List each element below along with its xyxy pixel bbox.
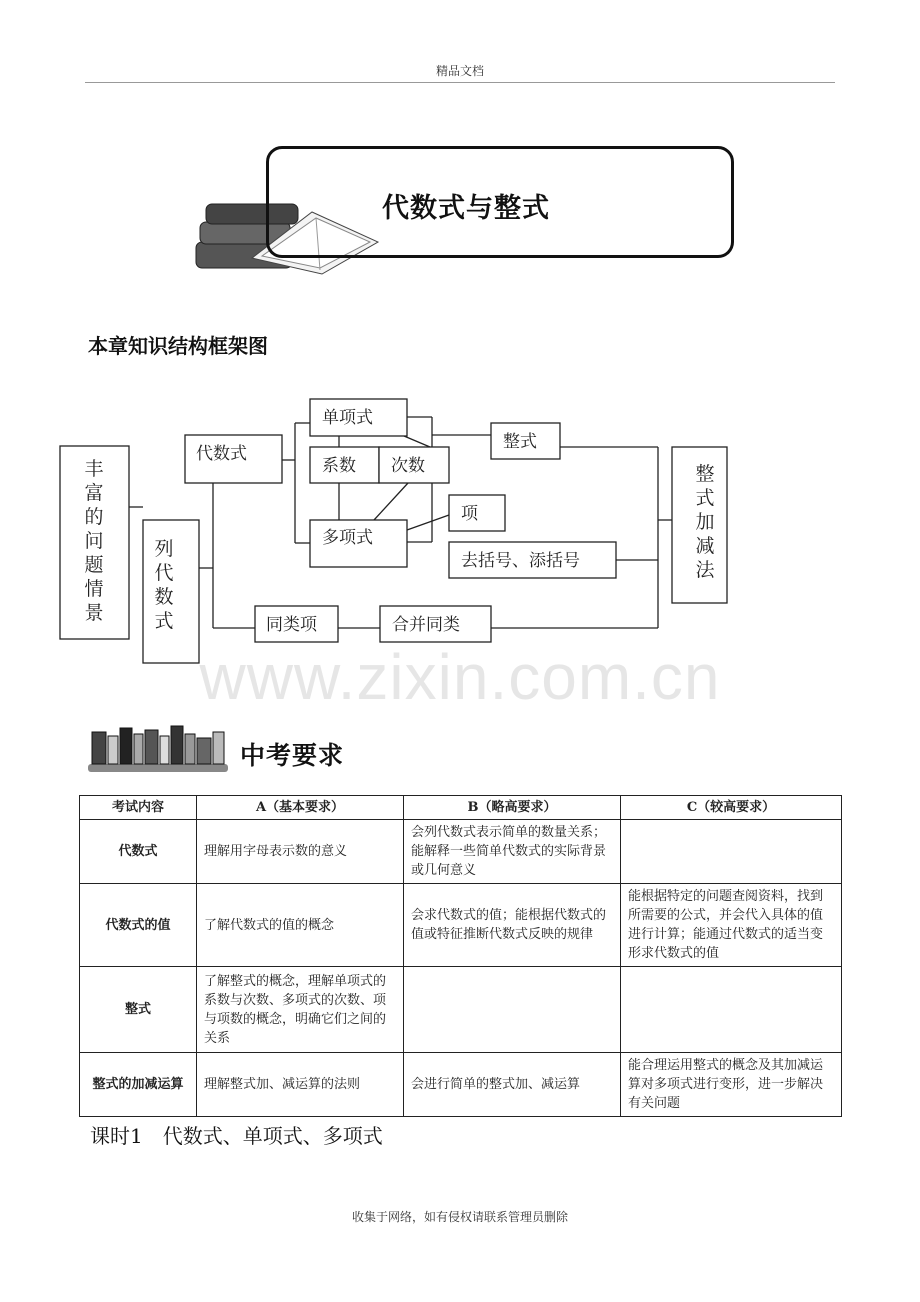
watermark: www.zixin.com.cn bbox=[199, 641, 721, 713]
knowledge-diagram bbox=[0, 380, 920, 680]
diagram-box-problem-context bbox=[60, 446, 129, 639]
table-row bbox=[80, 1053, 842, 1117]
diagram-box-term bbox=[449, 495, 505, 531]
table-row bbox=[80, 820, 842, 884]
table-cell: 理解用字母表示数的意义 bbox=[197, 820, 404, 884]
diagram-box-integral bbox=[491, 423, 560, 459]
diagram-box-algebraic-expression bbox=[185, 435, 282, 483]
table-row-header: 整式 bbox=[80, 967, 197, 1053]
svg-text:去括号、添括号: 去括号、添括号 bbox=[461, 551, 580, 571]
diagram-box-polynomial bbox=[310, 520, 407, 567]
svg-text:整式: 整式 bbox=[503, 432, 537, 452]
svg-text:单项式: 单项式 bbox=[322, 408, 373, 428]
table-header-row bbox=[80, 796, 842, 820]
table-cell: 会进行简单的整式加、减运算 bbox=[404, 1053, 621, 1117]
diagram-box-monomial bbox=[310, 399, 407, 436]
page-header: 精品文档 bbox=[435, 64, 484, 78]
diagram-box-add-sub bbox=[672, 447, 727, 603]
table-header-cell: C（较高要求） bbox=[621, 796, 842, 820]
table-cell: 理解整式加、减运算的法则 bbox=[197, 1053, 404, 1117]
bookshelf-illustration bbox=[88, 722, 230, 774]
table-cell: 会列代数式表示简单的数量关系；能解释一些简单代数式的实际背景或几何意义 bbox=[404, 820, 621, 884]
page-title: 代数式与整式 bbox=[382, 193, 550, 224]
diagram-label-algebraic-expression: 代数式 bbox=[196, 444, 247, 464]
svg-text:整式加减法: 整式加减法 bbox=[695, 463, 715, 581]
table-cell bbox=[621, 820, 842, 884]
table-header-cell: 考试内容 bbox=[80, 796, 197, 820]
table-row bbox=[80, 967, 842, 1053]
table-row-header: 代数式的值 bbox=[80, 884, 197, 967]
table-cell bbox=[621, 967, 842, 1053]
diagram-box-coefficient bbox=[310, 447, 379, 483]
table-header-cell: B（略高要求） bbox=[404, 796, 621, 820]
svg-text:系数: 系数 bbox=[322, 456, 356, 476]
table-row-header: 代数式 bbox=[80, 820, 197, 884]
table-header-cell: A（基本要求） bbox=[197, 796, 404, 820]
diagram-box-like-terms bbox=[255, 606, 338, 642]
table-cell bbox=[404, 967, 621, 1053]
diagram-box-degree bbox=[379, 447, 449, 483]
table-row bbox=[80, 884, 842, 967]
table-cell: 了解代数式的值的概念 bbox=[197, 884, 404, 967]
exam-requirements-title: 中考要求 bbox=[240, 741, 345, 770]
svg-text:合并同类: 合并同类 bbox=[392, 615, 460, 635]
diagram-box-combine bbox=[380, 606, 491, 642]
table-cell: 了解整式的概念，理解单项式的系数与次数、多项式的次数、项与项数的概念，明确它们之间的关系 bbox=[197, 967, 404, 1053]
page-footer: 收集于网络，如有侵权请联系管理员删除 bbox=[351, 1210, 568, 1224]
diagram-label-problem-context: 丰富的问题情景 bbox=[84, 458, 104, 624]
svg-text:项: 项 bbox=[461, 504, 478, 524]
lesson-title: 课时1 代数式、单项式、多项式 bbox=[90, 1124, 383, 1148]
table-cell: 能根据特定的问题查阅资料，找到所需要的公式，并会代入具体的值进行计算；能通过代数式的适当变形求代数式的值 bbox=[621, 884, 842, 967]
section-heading: 本章知识结构框架图 bbox=[88, 334, 268, 358]
table-row-header: 整式的加减运算 bbox=[80, 1053, 197, 1117]
svg-text:列代数式: 列代数式 bbox=[154, 538, 174, 632]
table-cell: 能合理运用整式的概念及其加减运算对多项式进行变形，进一步解决有关问题 bbox=[621, 1053, 842, 1117]
svg-text:次数: 次数 bbox=[391, 456, 425, 476]
table-cell: 会求代数式的值；能根据代数式的值或特征推断代数式反映的规律 bbox=[404, 884, 621, 967]
svg-text:多项式: 多项式 bbox=[322, 528, 373, 548]
diagram-box-brackets bbox=[449, 542, 616, 578]
header-rule bbox=[85, 82, 835, 83]
requirements-table bbox=[79, 795, 842, 1117]
svg-text:同类项: 同类项 bbox=[266, 615, 317, 635]
